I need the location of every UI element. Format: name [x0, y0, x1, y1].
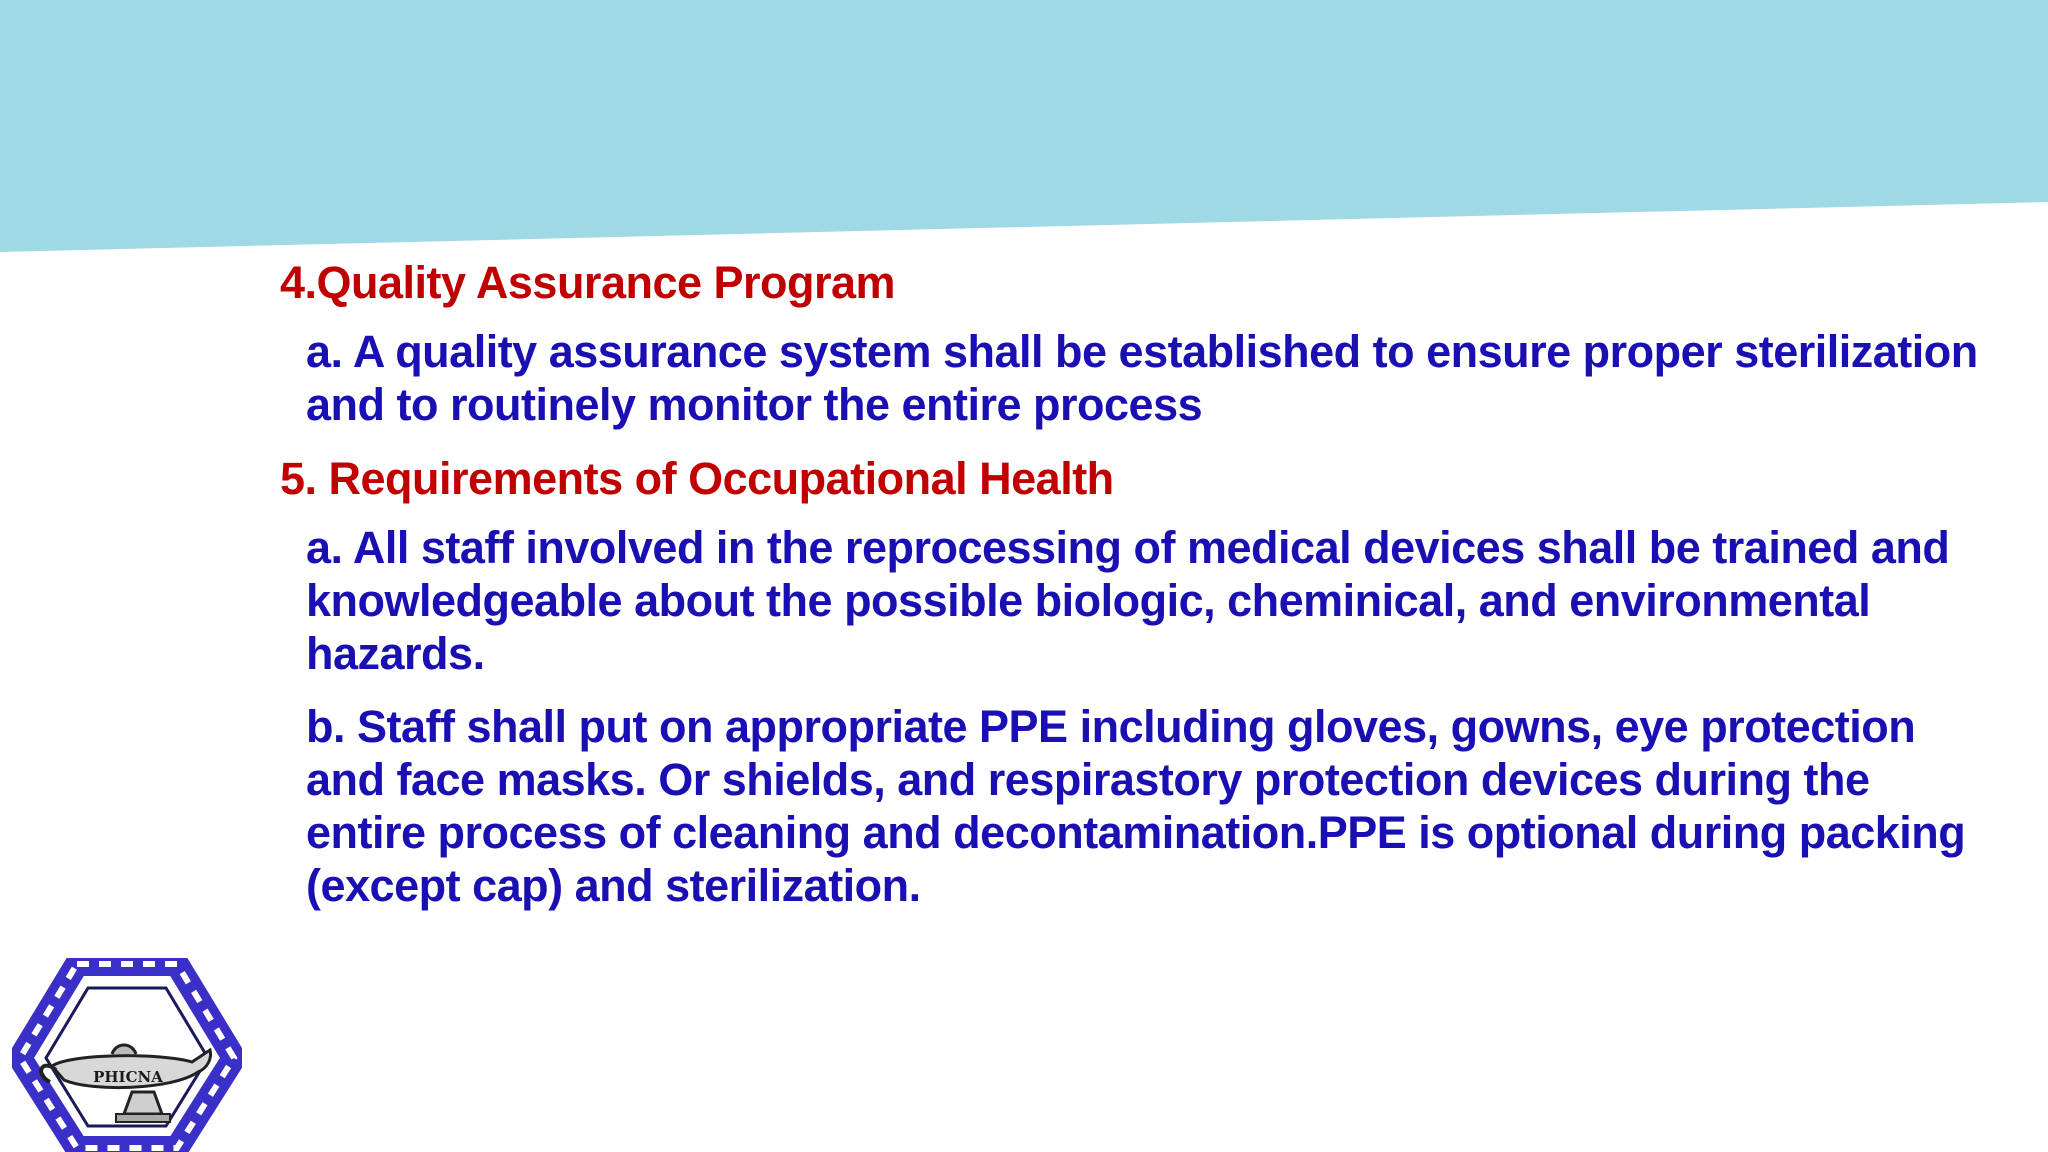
section-4-item-a: a. A quality assurance system shall be established to ensure proper sterilization and to routinely monitor the entire process	[306, 326, 1978, 430]
section-5-heading: 5. Requirements of Occupational Health	[280, 453, 1114, 504]
section-5-item-b: b. Staff shall put on appropriate PPE including gloves, gowns, eye protection and face masks. Or shields, and respirastory protection devices during the entire process of cleaning and decontamination.PPE is optional during packing (except cap) and sterilization.	[306, 701, 1966, 911]
logo-text: PHICNA	[93, 1068, 163, 1086]
section-5-item-a: a. All staff involved in the reprocessing of medical devices shall be trained and knowledgeable about the possible biologic, cheminical, and environmental hazards.	[306, 522, 1950, 679]
slide-content	[280, 255, 2000, 932]
phicna-logo	[12, 958, 242, 1152]
header-band	[0, 0, 2048, 260]
section-4-heading: 4.Quality Assurance Program	[280, 257, 896, 308]
